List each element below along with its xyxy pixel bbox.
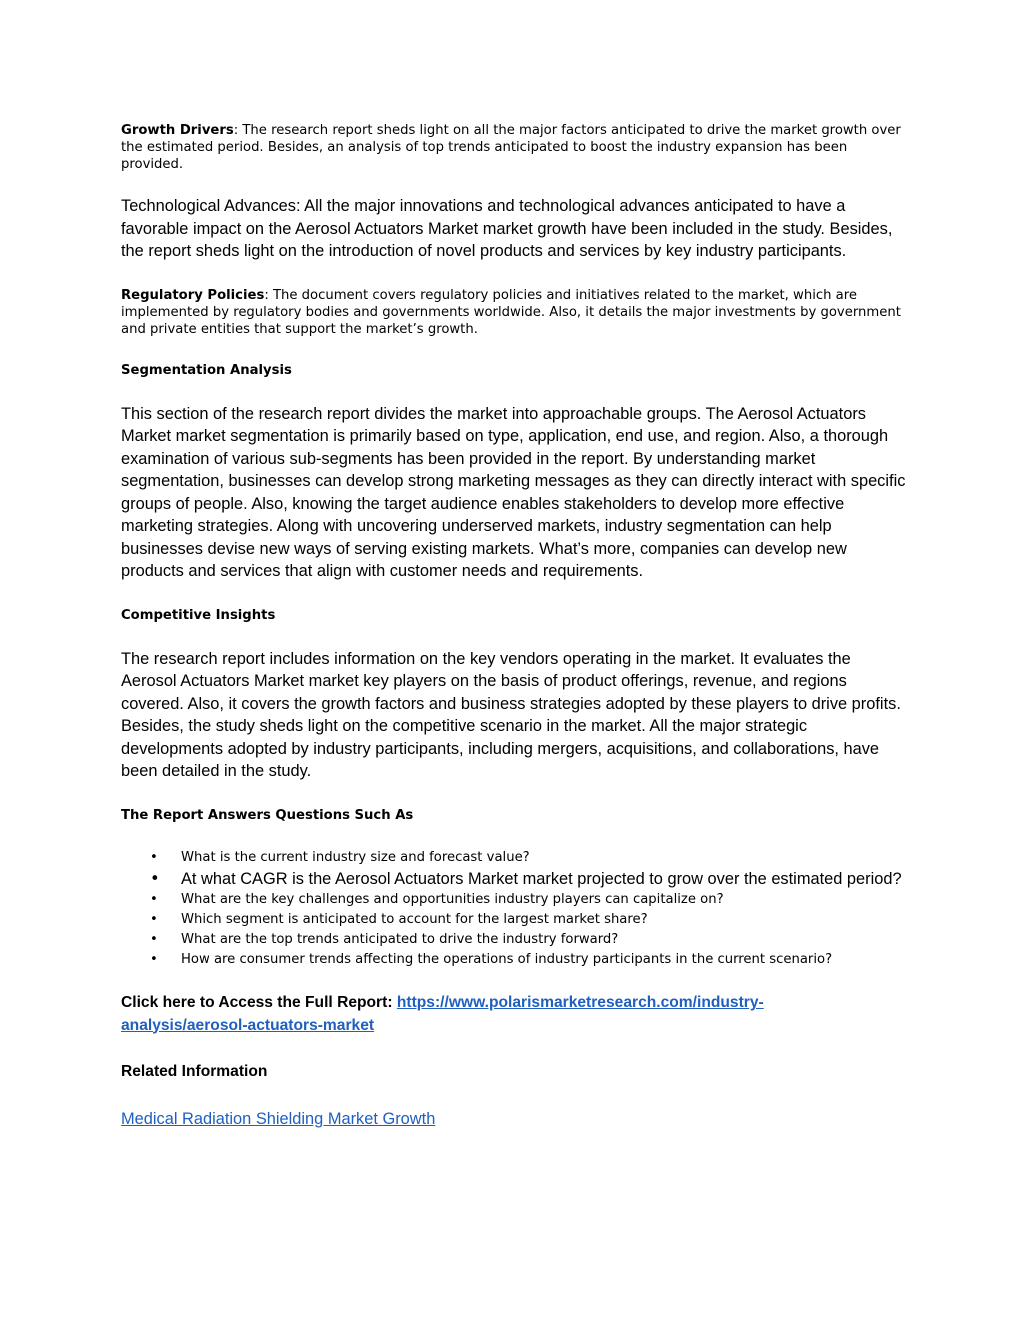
list-item-text: What is the current industry size and forecast value? — [181, 849, 530, 865]
bullet-icon: • — [150, 952, 158, 967]
bullet-icon: • — [150, 912, 158, 927]
regulatory-policies-paragraph — [121, 287, 906, 338]
related-information-heading: Related Information — [121, 1063, 268, 1080]
list-item — [121, 930, 906, 950]
full-report-paragraph — [121, 992, 906, 1037]
full-report-label: Click here to Access the Full Report: — [121, 994, 397, 1011]
list-item-text: What are the key challenges and opportunities industry players can capitalize on? — [181, 892, 724, 907]
list-item-text: At what CAGR is the Aerosol Actuators Market market projected to grow over the estimated period? — [181, 869, 902, 888]
bullet-icon: • — [150, 868, 160, 888]
full-report-link-line1: https://www.polarismarketresearch.com/industry- — [396, 994, 764, 1011]
document-page — [121, 118, 906, 1130]
questions-list — [121, 848, 906, 971]
segmentation-paragraph: This section of the research report divides the market into approachable groups. The Aerosol Actuators Market market segmentation is primarily based on type, application, end use, and region. Also, a thorough examination of various sub-segments has been provided in the report. By understanding market segmentation, businesses can develop strong marketing messages as they can directly interact with specific groups of people. Also, knowing the target audience enables stakeholders to develop more effective marketing strategies. Along with uncovering underserved markets, industry segmentation can help businesses devise new ways of serving existing markets. What’s more, companies can develop new products and services that align with customer needs and requirements. — [121, 404, 906, 580]
competitive-insights-heading: Competitive Insights — [121, 607, 276, 623]
bullet-icon: • — [150, 932, 158, 947]
segmentation-heading: Segmentation Analysis — [121, 362, 292, 378]
list-item — [121, 910, 906, 930]
bullet-icon: • — [150, 892, 158, 907]
competitive-insights-paragraph: The research report includes information on the key vendors operating in the market. It evaluates the Aerosol Actuators Market market key players on the basis of product offerings, revenue, and regions covered. Also, it covers the growth factors and business strategies adopted by these players to drive profits. Besides, the study sheds light on the competitive scenario in the market. All the major strategic developments adopted by industry participants, including mergers, acquisitions, and collaborations, have been detailed in the study. — [121, 649, 901, 780]
growth-drivers-label: Growth Drivers — [121, 123, 234, 138]
report-questions-heading: The Report Answers Questions Such As — [121, 807, 414, 823]
list-item-text: Which segment is anticipated to account for the largest market share? — [181, 912, 648, 927]
full-report-link-line2: analysis/aerosol-actuators-market — [121, 1016, 375, 1034]
list-item — [121, 848, 906, 868]
bullet-icon: • — [150, 849, 158, 865]
related-link-paragraph — [121, 1108, 906, 1131]
related-market-link[interactable]: Medical Radiation Shielding Market Growth — [121, 1109, 436, 1128]
growth-drivers-text: : The research report sheds light on all the major factors anticipated to drive the market growth over the estimated period. Besides, an analysis of top trends anticipated to boost the industry expansion has been provided. — [121, 123, 901, 172]
list-item — [121, 890, 906, 910]
regulatory-policies-label: Regulatory Policies — [121, 287, 265, 303]
list-item — [121, 950, 906, 970]
technological-advances-paragraph: Technological Advances: All the major innovations and technological advances anticipated to have a favorable impact on the Aerosol Actuators Market market growth have been included in the study. Besides, the report sheds light on the introduction of novel products and services by key industry participants. — [121, 197, 893, 260]
list-item-text: How are consumer trends affecting the operations of industry participants in the current scenario? — [181, 952, 833, 967]
regulatory-policies-text: : The document covers regulatory policies and initiatives related to the market, which are implemented by regulatory bodies and governments worldwide. Also, it details the major investments by government and private entities that support the market’s growth. — [121, 287, 901, 337]
list-item — [121, 868, 906, 891]
growth-drivers-paragraph — [121, 122, 906, 173]
list-item-text: What are the top trends anticipated to drive the industry forward? — [181, 932, 619, 947]
